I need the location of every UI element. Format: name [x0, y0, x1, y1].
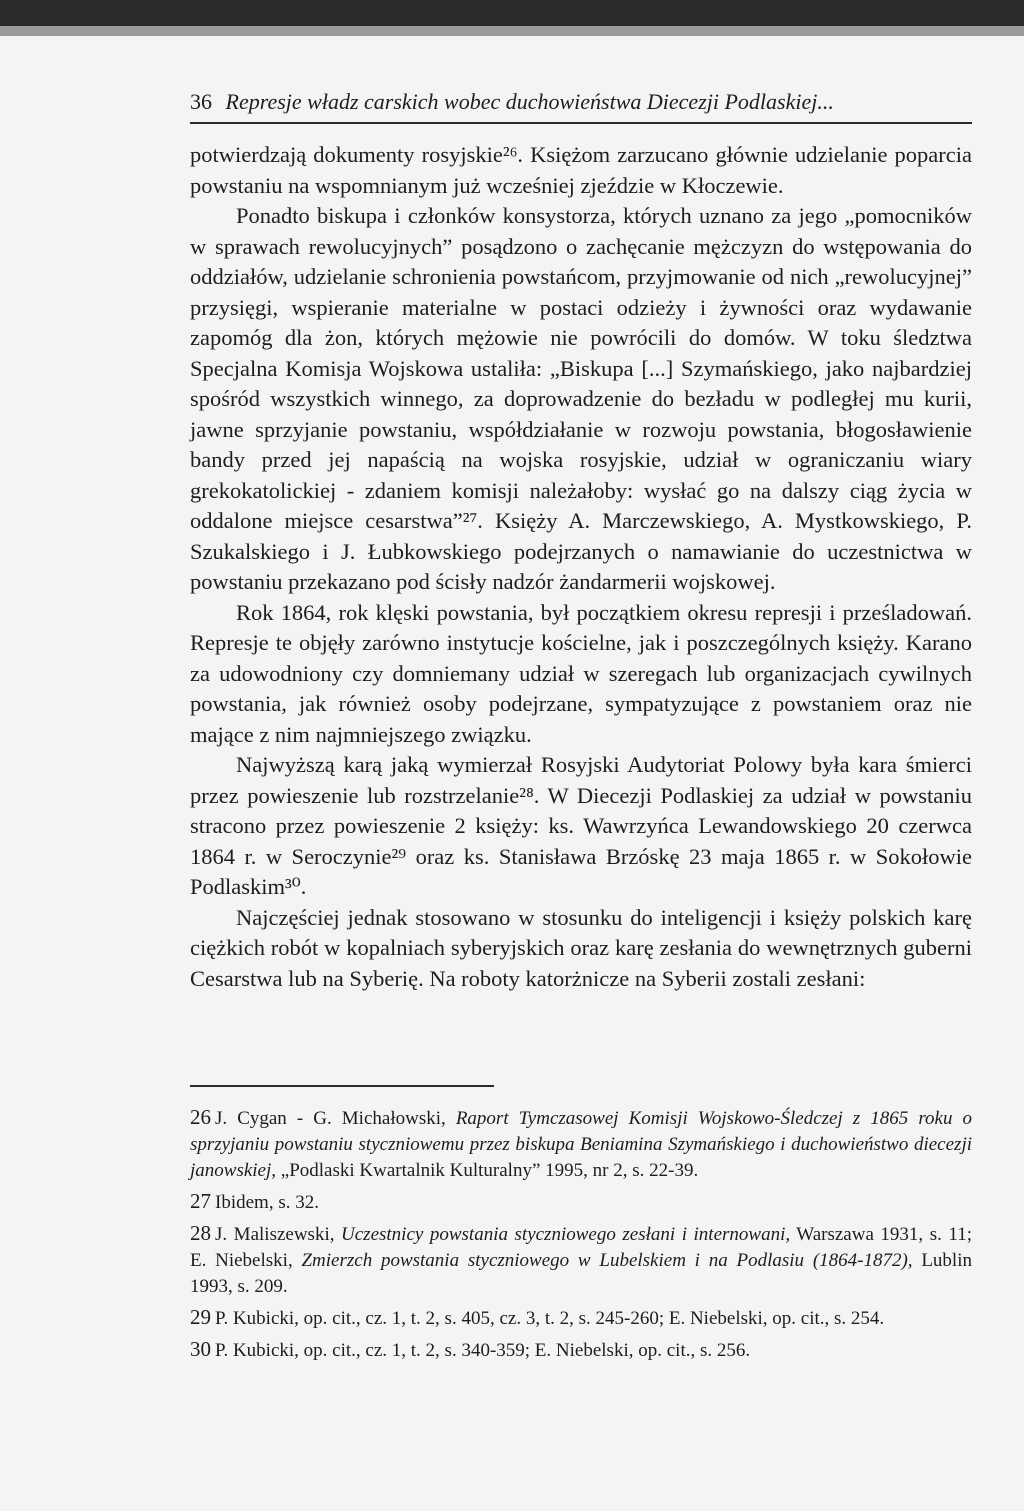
footnote-text: Warszawa 1931, s. 11; E. Niebelski, — [190, 1224, 972, 1271]
footnote-rule — [190, 1085, 494, 1087]
footnote-marker: 29 — [190, 1305, 211, 1329]
footnote-marker: 26 — [190, 1105, 211, 1129]
footnote-27 — [190, 1188, 972, 1216]
paragraph: Najwyższą karą jaką wymierzał Rosyjski Audytoriat Polowy była kara śmierci przez powieszenie lub rozstrzelanie²⁸. W Diecezji Podlaskiej za udział w powstaniu stracono przez powieszenie 2 księży: ks. Wawrzyńca Lewandowskiego 20 czerwca 1864 r. w Seroczynie²⁹ oraz ks. Stanisława Brzóskę 23 maja 1865 r. w Sokołowie Podlaskim³⁰. — [190, 752, 972, 899]
footnote-text: Ibidem, s. 32. — [215, 1192, 319, 1213]
footnote-28 — [190, 1220, 972, 1300]
footnote-title: Uczestnicy powstania styczniowego zesłani i internowani, — [341, 1224, 791, 1245]
footnote-title: Raport Tymczasowej Komisji Wojskowo-Śledczej z 1865 roku o sprzyjaniu powstaniu styczniowemu przez biskupa Beniamina Szymańskiego i duchowieństwo diecezji janowskiej, — [190, 1108, 972, 1181]
paragraph: Najczęściej jednak stosowano w stosunku do inteligencji i księży polskich karę ciężkich robót w kopalniach syberyjskich oraz karę zesłania do wewnętrznych guberni Cesarstwa lub na Syberię. Na roboty katorżnicze na Syberii zostali zesłani: — [190, 904, 972, 991]
footnote-text: P. Kubicki, op. cit., cz. 1, t. 2, s. 405, cz. 3, t. 2, s. 245-260; E. Niebelski, op. cit., s. 254. — [215, 1308, 885, 1329]
footnote-text: J. Maliszewski, — [215, 1224, 342, 1245]
footnote-title: Zmierzch powstania styczniowego w Lubelskiem i na Podlasiu (1864-1872), — [301, 1250, 913, 1271]
paragraph: potwierdzają dokumenty rosyjskie²⁶. Księżom zarzucano głównie udzielanie poparcia powstaniu na wspomnianym już wcześniej zjeździe w Kłoczewie. — [190, 142, 972, 198]
paragraph: Ponadto biskupa i członków konsystorza, których uznano za jego „pomocników w sprawach rewolucyjnych” posądzono o zachęcanie mężczyzn do wstępowania do oddziałów, udzielanie schronienia powstańcom, przyjmowanie od nich „rewolucyjnej” przysięgi, wspieranie materialne w postaci odzieży i żywności oraz wydawanie zapomóg dla żon, których mężowie nie powrócili do domów. W toku śledztwa Specjalna Komisja Wojskowa ustaliła: „Biskupa [...] Szymańskiego, jako najbardziej spośród wszystkich winnego, za doprowadzenie do bezładu w podległej mu kurii, jawne sprzyjanie powstaniu, współdziałanie w rozwoju powstania, błogosławienie bandy przed jej napaścią na wojska rosyjskie, udział w ograniczaniu wiary grekokatolickiej - zdaniem komisji należałoby: wysłać go na dalszy ciąg życia w oddalone miejsce cesarstwa”²⁷. Księży A. Marczewskiego, A. Mystkowskiego, P. Szukalskiego i J. Łubkowskiego podejrzanych o namawianie do uczestnictwa w powstaniu przekazano pod ścisły nadzór żandarmerii wojskowej. — [190, 203, 972, 594]
main-text — [190, 140, 972, 994]
scan-edge-shadow — [0, 26, 1024, 36]
footnote-text: Lublin 1993, s. 209. — [190, 1250, 972, 1297]
footnotes — [190, 1104, 972, 1368]
header-rule — [190, 122, 972, 124]
paragraph: Rok 1864, rok klęski powstania, był początkiem okresu represji i prześladowań. Represje te objęły zarówno instytucje kościelne, jak i poszczególnych księży. Karano za udowodniony czy domniemany udział w szeregach lub organizacjach cywilnych powstania, jak również osoby podejrzane, sympatyzujące z powstaniem oraz nie mające z nim najmniejszego związku. — [190, 599, 972, 747]
footnote-29 — [190, 1304, 972, 1332]
footnote-30 — [190, 1336, 972, 1364]
footnote-text: „Podlaski Kwartalnik Kulturalny” 1995, nr 2, s. 22-39. — [276, 1160, 699, 1181]
footnote-marker: 30 — [190, 1337, 211, 1361]
running-header — [190, 88, 972, 116]
footnote-text: P. Kubicki, op. cit., cz. 1, t. 2, s. 340-359; E. Niebelski, op. cit., s. 256. — [215, 1340, 751, 1361]
footnote-26 — [190, 1104, 972, 1184]
running-title: Represje władz carskich wobec duchowieństwa Diecezji Podlaskiej... — [225, 89, 834, 114]
footnote-marker: 27 — [190, 1189, 211, 1213]
footnote-marker: 28 — [190, 1221, 211, 1245]
footnote-text: J. Cygan - G. Michałowski, — [215, 1108, 456, 1129]
scan-top-edge — [0, 0, 1024, 26]
page-number: 36 — [190, 89, 212, 114]
